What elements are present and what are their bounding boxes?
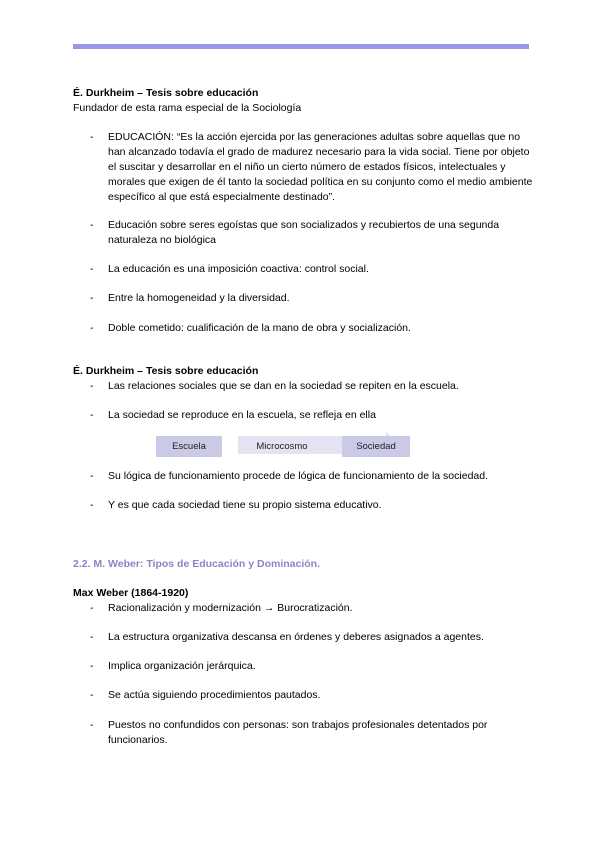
list-item: - La estructura organizativa descansa en órdenes y deberes asignados a agentes. xyxy=(73,630,533,645)
durkheim-list-1b xyxy=(73,218,533,248)
section-title: É. Durkheim – Tesis sobre educación xyxy=(73,365,259,377)
durkheim-list-1d xyxy=(73,291,533,306)
section-durkheim-1 xyxy=(73,86,533,116)
list-item: - Las relaciones sociales que se dan en la sociedad se repiten en la escuela. xyxy=(73,379,533,394)
section-weber xyxy=(73,586,533,616)
list-item: - La sociedad se reproduce en la escuela, se refleja en ella xyxy=(73,408,533,423)
list-item: - Entre la homogeneidad y la diversidad. xyxy=(73,291,533,306)
diagram-label-microcosmo: Microcosmo xyxy=(256,441,308,452)
list-item: - Puestos no confundidos con personas: son trabajos profesionales detentados por funcionarios. xyxy=(73,718,533,748)
section-title: É. Durkheim – Tesis sobre educación xyxy=(73,87,259,99)
durkheim-list-2d xyxy=(73,498,533,513)
list-item: - Educación sobre seres egoístas que son socializados y recubiertos de una segunda naturaleza no biológica xyxy=(73,218,533,248)
section-subtitle: Fundador de esta rama especial de la Sociología xyxy=(73,102,302,114)
durkheim-list-2b xyxy=(73,408,533,423)
weber-list-e xyxy=(73,718,533,748)
section-durkheim-2 xyxy=(73,364,533,394)
list-item: - Y es que cada sociedad tiene su propio sistema educativo. xyxy=(73,498,533,513)
durkheim-list-1e xyxy=(73,321,533,336)
list-item: - Doble cometido: cualificación de la mano de obra y socialización. xyxy=(73,321,533,336)
list-item: - La educación es una imposición coactiva: control social. xyxy=(73,262,533,277)
weber-list-c xyxy=(73,659,533,674)
durkheim-list-1 xyxy=(73,130,533,205)
durkheim-list-2c xyxy=(73,469,533,484)
durkheim-list-1c xyxy=(73,262,533,277)
escuela-sociedad-diagram xyxy=(156,432,416,458)
weber-list-d xyxy=(73,688,533,703)
top-accent-bar xyxy=(73,44,529,49)
list-item: - EDUCACIÓN: “Es la acción ejercida por las generaciones adultas sobre aquellas que no han alcanzado todavía el grado de madurez necesario para la vida social. Tiene por objeto el suscitar y desarrollar en el niño un cierto número de estados físicos, intelectuales y morales que exigen de él tanto la sociedad política en su conjunto como el medio ambiente específico al que está especialmente destinado”. xyxy=(73,130,533,205)
diagram-box-escuela: Escuela xyxy=(156,436,222,457)
list-item: - Racionalización y modernización → Burocratización. xyxy=(73,601,533,616)
list-item: - Su lógica de funcionamiento procede de lógica de funcionamiento de la sociedad. xyxy=(73,469,533,484)
weber-list-b xyxy=(73,630,533,645)
section-title: Max Weber (1864-1920) xyxy=(73,587,189,599)
list-item: - Se actúa siguiendo procedimientos pautados. xyxy=(73,688,533,703)
list-item: - Implica organización jerárquica. xyxy=(73,659,533,674)
diagram-box-sociedad: Sociedad xyxy=(342,436,410,457)
weber-section-subtitle: 2.2. M. Weber: Tipos de Educación y Dominación. xyxy=(73,558,320,570)
